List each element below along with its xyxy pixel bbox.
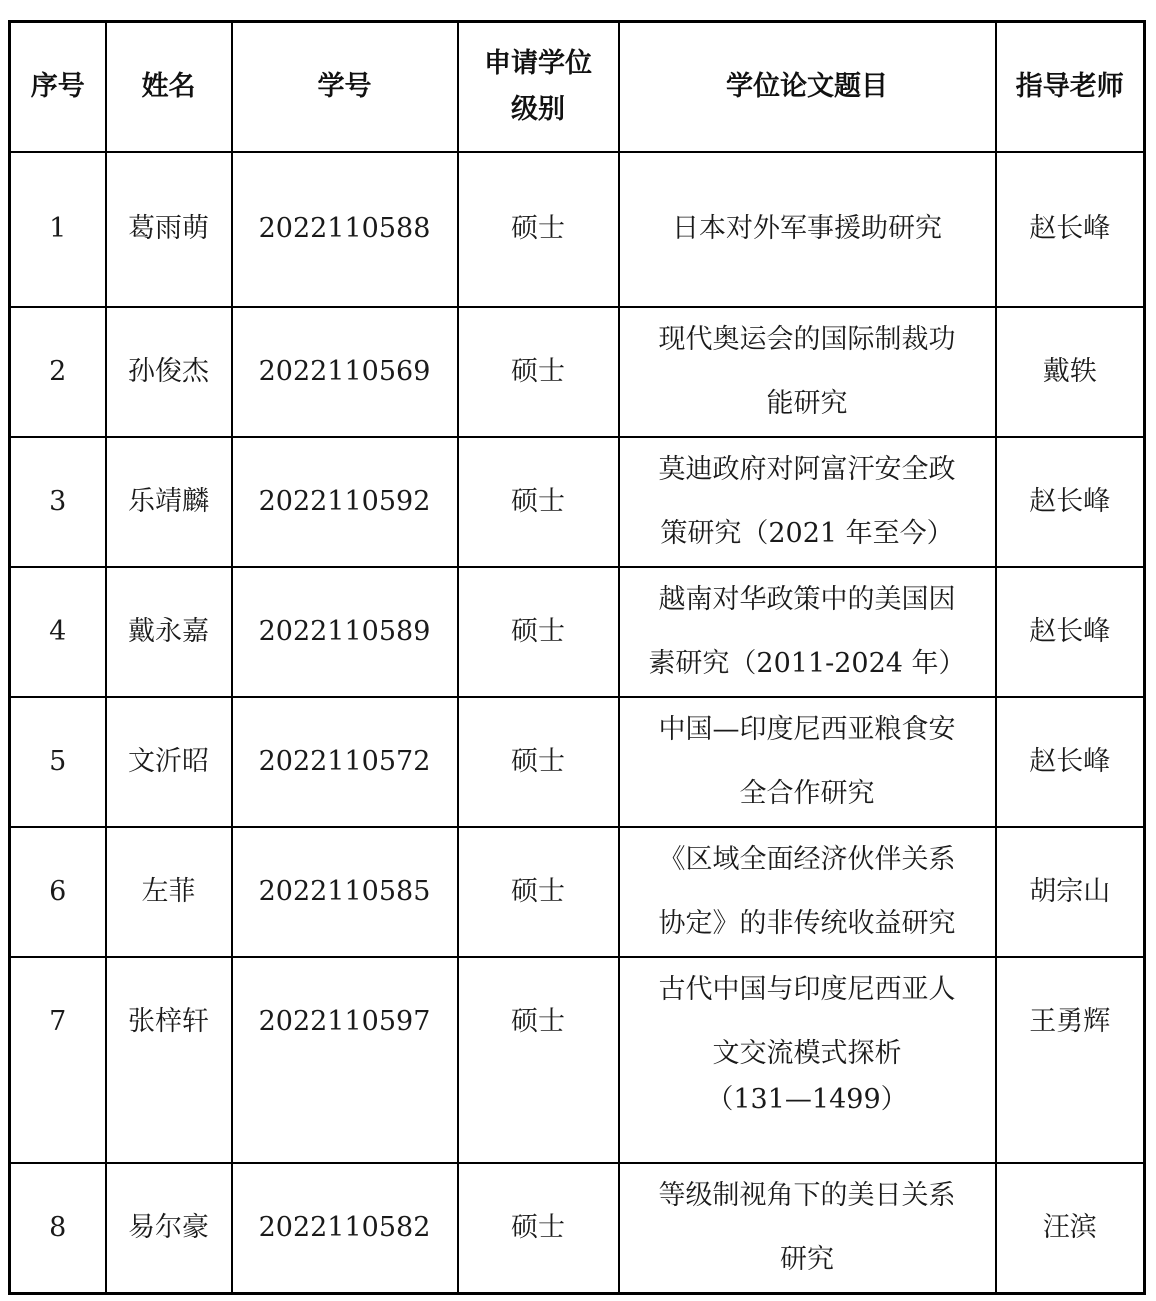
title-line: 策研究（2021 年至今） xyxy=(660,517,954,549)
table-row xyxy=(10,957,1145,1163)
title-line: 日本对外军事援助研究 xyxy=(672,213,942,244)
cell-id: 2022110582 xyxy=(232,1163,458,1294)
cell-name: 乐靖麟 xyxy=(106,437,232,567)
table-row xyxy=(10,697,1145,827)
cell-no: 4 xyxy=(10,567,106,697)
cell-name: 文沂昭 xyxy=(106,697,232,827)
cell-title xyxy=(619,827,996,957)
title-line: 《区域全面经济伙伴关系 xyxy=(658,843,956,875)
table-row xyxy=(10,307,1145,437)
cell-name: 孙俊杰 xyxy=(106,307,232,437)
header-degree xyxy=(458,22,619,152)
title-line: （131—1499） xyxy=(706,1083,908,1115)
cell-no: 7 xyxy=(10,957,106,1163)
title-line: 等级制视角下的美日关系 xyxy=(658,1179,956,1211)
header-title: 学位论文题目 xyxy=(619,22,996,152)
cell-title xyxy=(619,567,996,697)
cell-id: 2022110597 xyxy=(232,957,458,1163)
cell-advisor: 赵长峰 xyxy=(996,152,1145,307)
title-line: 全合作研究 xyxy=(739,777,875,809)
cell-name: 张梓轩 xyxy=(106,957,232,1163)
cell-id: 2022110588 xyxy=(232,152,458,307)
table-row xyxy=(10,1163,1145,1294)
cell-advisor: 胡宗山 xyxy=(996,827,1145,957)
table-row xyxy=(10,437,1145,567)
cell-degree: 硕士 xyxy=(458,152,619,307)
cell-advisor: 赵长峰 xyxy=(996,697,1145,827)
title-line: 文交流模式探析 xyxy=(712,1037,902,1069)
cell-id: 2022110592 xyxy=(232,437,458,567)
title-line: 越南对华政策中的美国因 xyxy=(658,583,956,615)
header-id: 学号 xyxy=(232,22,458,152)
title-line: 中国—印度尼西亚粮食安 xyxy=(658,713,956,745)
cell-degree: 硕士 xyxy=(458,957,619,1163)
title-line: 现代奥运会的国际制裁功 xyxy=(658,323,956,355)
thesis-roster-table xyxy=(8,20,1146,1295)
cell-no: 8 xyxy=(10,1163,106,1294)
cell-title xyxy=(619,697,996,827)
cell-id: 2022110589 xyxy=(232,567,458,697)
cell-no: 3 xyxy=(10,437,106,567)
cell-degree: 硕士 xyxy=(458,1163,619,1294)
header-advisor: 指导老师 xyxy=(996,22,1145,152)
cell-degree: 硕士 xyxy=(458,697,619,827)
cell-name: 戴永嘉 xyxy=(106,567,232,697)
cell-title xyxy=(619,1163,996,1294)
title-line: 协定》的非传统收益研究 xyxy=(658,907,956,939)
title-line: 莫迪政府对阿富汗安全政 xyxy=(658,453,956,485)
header-no: 序号 xyxy=(10,22,106,152)
header-degree-line-2: 级别 xyxy=(511,93,565,125)
cell-id: 2022110585 xyxy=(232,827,458,957)
cell-id: 2022110572 xyxy=(232,697,458,827)
cell-no: 5 xyxy=(10,697,106,827)
cell-name: 葛雨萌 xyxy=(106,152,232,307)
cell-advisor: 王勇辉 xyxy=(996,957,1145,1163)
cell-advisor: 戴轶 xyxy=(996,307,1145,437)
cell-id: 2022110569 xyxy=(232,307,458,437)
cell-degree: 硕士 xyxy=(458,437,619,567)
cell-advisor: 汪滨 xyxy=(996,1163,1145,1294)
table-row xyxy=(10,827,1145,957)
cell-title xyxy=(619,957,996,1163)
table-row xyxy=(10,152,1145,307)
cell-no: 2 xyxy=(10,307,106,437)
cell-title xyxy=(619,307,996,437)
title-line: 古代中国与印度尼西亚人 xyxy=(658,973,956,1005)
cell-name: 左菲 xyxy=(106,827,232,957)
title-line: 研究 xyxy=(780,1243,834,1275)
cell-degree: 硕士 xyxy=(458,827,619,957)
cell-degree: 硕士 xyxy=(458,307,619,437)
header-degree-line-1: 申请学位 xyxy=(484,47,592,79)
cell-name: 易尔豪 xyxy=(106,1163,232,1294)
cell-no: 1 xyxy=(10,152,106,307)
cell-advisor: 赵长峰 xyxy=(996,437,1145,567)
cell-title xyxy=(619,437,996,567)
cell-no: 6 xyxy=(10,827,106,957)
title-line: 能研究 xyxy=(766,387,848,419)
table-row xyxy=(10,567,1145,697)
cell-degree: 硕士 xyxy=(458,567,619,697)
cell-advisor: 赵长峰 xyxy=(996,567,1145,697)
header-row xyxy=(10,22,1145,152)
title-line: 素研究（2011-2024 年） xyxy=(648,647,966,679)
cell-title xyxy=(619,152,996,307)
header-name: 姓名 xyxy=(106,22,232,152)
